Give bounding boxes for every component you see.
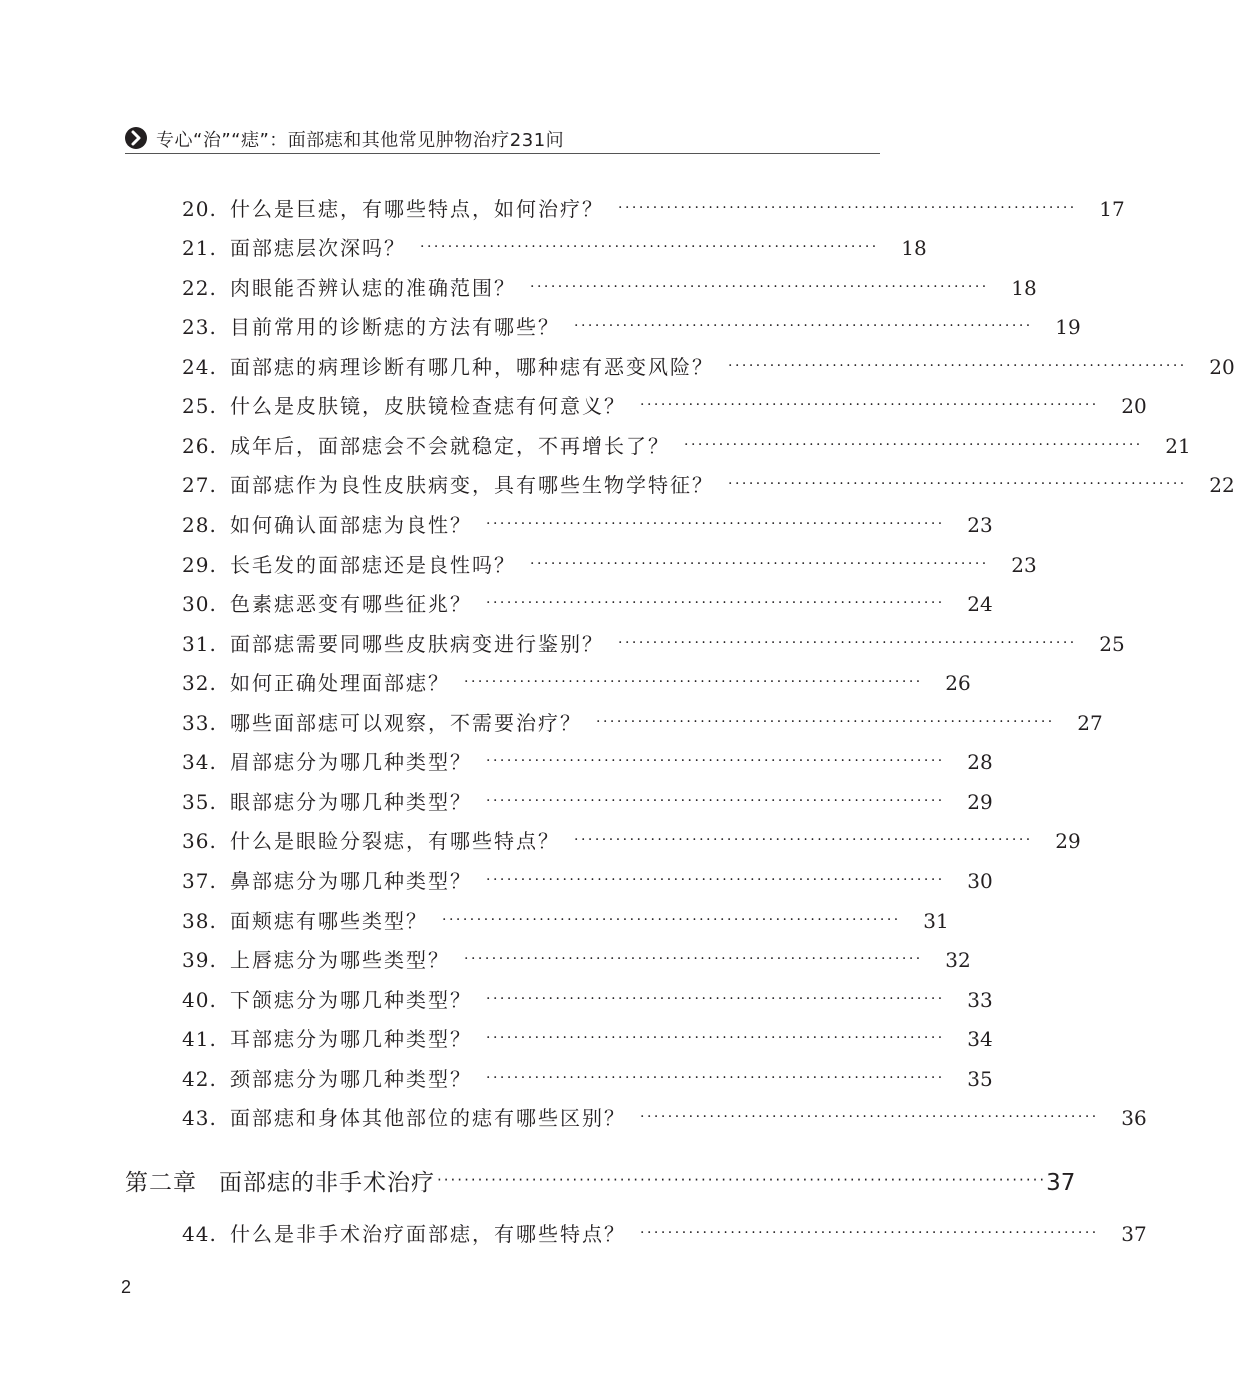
entry-title: 耳部痣分为哪几种类型？ <box>230 1027 472 1051</box>
entry-title: 面部痣的病理诊断有哪几种，哪种痣有恶变风险？ <box>230 355 714 379</box>
toc-entry[interactable] <box>182 509 993 541</box>
leader-dots: ·································································· <box>420 239 879 255</box>
toc-entry[interactable] <box>182 825 1081 857</box>
entry-number: 27. <box>182 473 217 497</box>
entry-title: 目前常用的诊断痣的方法有哪些？ <box>230 315 560 339</box>
leader-dots: ·································································· <box>530 279 989 295</box>
entry-title: 鼻部痣分为哪几种类型？ <box>230 869 472 893</box>
entry-title: 长毛发的面部痣还是良性吗？ <box>230 553 516 577</box>
leader-dots: ·································································· <box>530 556 989 572</box>
entry-number: 34. <box>182 750 217 774</box>
chapter-heading[interactable] <box>125 1164 1076 1200</box>
book-title: 专心“治”“痣”：面部痣和其他常见肿物治疗231问 <box>156 130 565 151</box>
toc-entry[interactable] <box>182 1102 1147 1134</box>
entry-page: 31 <box>923 909 949 933</box>
chevron-circle-icon <box>125 127 147 149</box>
entry-number: 26. <box>182 434 217 458</box>
toc-entry[interactable] <box>182 351 1235 383</box>
leader-dots: ·································································· <box>486 872 945 888</box>
leader-dots: ·································································· <box>684 437 1143 453</box>
leader-dots: ·································································· <box>640 1225 1099 1241</box>
entry-number: 29. <box>182 553 217 577</box>
entry-number: 35. <box>182 790 217 814</box>
entry-title: 颈部痣分为哪几种类型？ <box>230 1067 472 1091</box>
entry-number: 36. <box>182 829 217 853</box>
toc-entry[interactable] <box>182 469 1235 501</box>
entry-title: 面颊痣有哪些类型？ <box>230 909 428 933</box>
entry-page: 29 <box>1055 829 1081 853</box>
toc-entry[interactable] <box>182 272 1037 304</box>
chapter-number: 第二章 <box>125 1170 197 1196</box>
leader-dots: ·································································· <box>464 951 923 967</box>
entry-page: 28 <box>967 750 993 774</box>
entry-page: 18 <box>1011 276 1037 300</box>
entry-title: 哪些面部痣可以观察，不需要治疗？ <box>230 711 582 735</box>
entry-number: 24. <box>182 355 217 379</box>
entry-page: 32 <box>945 948 971 972</box>
entry-page: 26 <box>945 671 971 695</box>
entry-page: 24 <box>967 592 993 616</box>
page-number: 2 <box>121 1277 132 1297</box>
running-header <box>125 125 880 155</box>
entry-page: 35 <box>967 1067 993 1091</box>
entry-page: 18 <box>901 236 927 260</box>
entry-page: 34 <box>967 1027 993 1051</box>
leader-dots: ·································································· <box>486 1030 945 1046</box>
entry-title: 面部痣作为良性皮肤病变，具有哪些生物学特征？ <box>230 473 714 497</box>
entry-page: 29 <box>967 790 993 814</box>
entry-page: 30 <box>967 869 993 893</box>
entry-title: 什么是非手术治疗面部痣，有哪些特点？ <box>230 1222 626 1246</box>
entry-number: 39. <box>182 948 217 972</box>
toc-entry[interactable] <box>182 707 1103 739</box>
toc-entry[interactable] <box>182 430 1191 462</box>
leader-dots: ·································································· <box>442 912 901 928</box>
leader-dots: ·································································· <box>486 793 945 809</box>
entry-title: 面部痣需要同哪些皮肤病变进行鉴别？ <box>230 632 604 656</box>
leader-dots: ·································································· <box>464 674 923 690</box>
toc-entry[interactable] <box>182 311 1081 343</box>
entry-page: 20 <box>1121 394 1147 418</box>
chapter-page: 37 <box>1046 1170 1076 1196</box>
entry-number: 32. <box>182 671 217 695</box>
entry-number: 28. <box>182 513 217 537</box>
leader-dots: ·································································· <box>574 318 1033 334</box>
entry-title: 什么是眼睑分裂痣，有哪些特点？ <box>230 829 560 853</box>
leader-dots: ·································································· <box>728 476 1187 492</box>
entry-number: 25. <box>182 394 217 418</box>
toc-entry[interactable] <box>182 905 949 937</box>
leader-dots: ·································································· <box>486 753 945 769</box>
toc-entry[interactable] <box>182 390 1147 422</box>
entry-number: 43. <box>182 1106 217 1130</box>
entry-title: 肉眼能否辨认痣的准确范围？ <box>230 276 516 300</box>
leader-dots: ·································································· <box>574 832 1033 848</box>
entry-number: 41. <box>182 1027 217 1051</box>
entry-number: 20. <box>182 197 217 221</box>
entry-page: 27 <box>1077 711 1103 735</box>
entry-title: 眉部痣分为哪几种类型？ <box>230 750 472 774</box>
toc-entry[interactable] <box>182 628 1125 660</box>
header-rule <box>125 153 880 154</box>
leader-dots: ·································································· <box>596 714 1055 730</box>
toc-entry[interactable] <box>182 746 993 778</box>
toc-entry[interactable] <box>182 549 1037 581</box>
toc-entry[interactable] <box>182 1023 993 1055</box>
entry-page: 36 <box>1121 1106 1147 1130</box>
entry-number: 38. <box>182 909 217 933</box>
entry-title: 成年后，面部痣会不会就稳定，不再增长了？ <box>230 434 670 458</box>
entry-title: 如何确认面部痣为良性？ <box>230 513 472 537</box>
toc-entry[interactable] <box>182 786 993 818</box>
entry-title: 下颌痣分为哪几种类型？ <box>230 988 472 1012</box>
leader-dots: ·································································· <box>640 397 1099 413</box>
leader-dots: ·································································· <box>640 1109 1099 1125</box>
entry-title: 上唇痣分为哪些类型？ <box>230 948 450 972</box>
entry-page: 23 <box>967 513 993 537</box>
entry-page: 20 <box>1209 355 1235 379</box>
entry-number: 40. <box>182 988 217 1012</box>
toc-entry[interactable] <box>182 1063 993 1095</box>
toc-entry[interactable] <box>182 193 1125 225</box>
entry-title: 面部痣和身体其他部位的痣有哪些区别？ <box>230 1106 626 1130</box>
toc-entry[interactable] <box>182 1218 1147 1250</box>
leader-dots: ·································································· <box>618 200 1077 216</box>
entry-page: 17 <box>1099 197 1125 221</box>
toc-entry[interactable] <box>182 944 971 976</box>
entry-number: 21. <box>182 236 217 260</box>
leader-dots: ·································································· <box>486 516 945 532</box>
entry-number: 37. <box>182 869 217 893</box>
entry-number: 23. <box>182 315 217 339</box>
leader-dots: ·································································· <box>486 595 945 611</box>
leader-dots: ·························································································· <box>437 1171 1047 1189</box>
entry-page: 33 <box>967 988 993 1012</box>
toc-entry[interactable] <box>182 588 993 620</box>
entry-page: 23 <box>1011 553 1037 577</box>
entry-number: 30. <box>182 592 217 616</box>
toc-entry[interactable] <box>182 865 993 897</box>
toc-entry[interactable] <box>182 232 927 264</box>
chapter-title: 面部痣的非手术治疗 <box>219 1170 435 1196</box>
entry-page: 22 <box>1209 473 1235 497</box>
entry-title: 什么是皮肤镜，皮肤镜检查痣有何意义？ <box>230 394 626 418</box>
entry-title: 色素痣恶变有哪些征兆？ <box>230 592 472 616</box>
leader-dots: ·································································· <box>486 1070 945 1086</box>
entry-title: 眼部痣分为哪几种类型？ <box>230 790 472 814</box>
entry-title: 如何正确处理面部痣？ <box>230 671 450 695</box>
entry-page: 21 <box>1165 434 1191 458</box>
entry-page: 37 <box>1121 1222 1147 1246</box>
leader-dots: ·································································· <box>728 358 1187 374</box>
toc-entry[interactable] <box>182 667 971 699</box>
entry-page: 19 <box>1055 315 1081 339</box>
toc-entry[interactable] <box>182 984 993 1016</box>
entry-number: 42. <box>182 1067 217 1091</box>
leader-dots: ·································································· <box>618 635 1077 651</box>
leader-dots: ·································································· <box>486 991 945 1007</box>
entry-title: 面部痣层次深吗？ <box>230 236 406 260</box>
entry-title: 什么是巨痣，有哪些特点，如何治疗？ <box>230 197 604 221</box>
entry-number: 33. <box>182 711 217 735</box>
entry-number: 31. <box>182 632 217 656</box>
entry-page: 25 <box>1099 632 1125 656</box>
entry-number: 44. <box>182 1222 217 1246</box>
entry-number: 22. <box>182 276 217 300</box>
